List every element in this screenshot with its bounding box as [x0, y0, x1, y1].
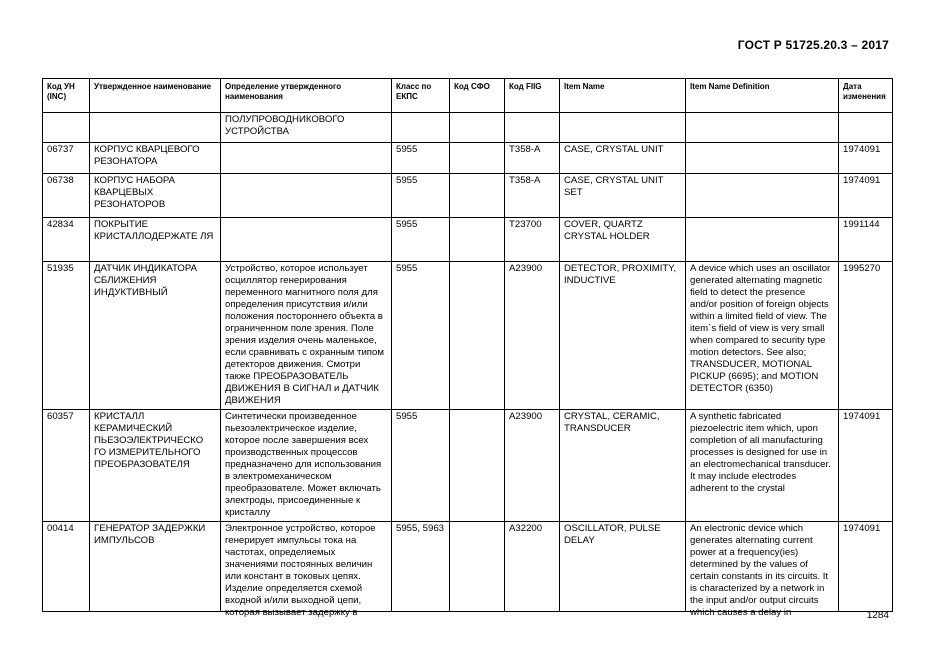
cell-text: [454, 523, 500, 609]
cell-text: OSCILLATOR, PULSE DELAY: [564, 523, 661, 546]
table-row: [43, 143, 893, 174]
cell-class: 5955: [392, 410, 450, 522]
cell-class: 5955: [392, 143, 450, 174]
cell-class: 5955: [392, 174, 450, 218]
cell-sfo: [450, 522, 505, 612]
cell-fiig: T23700: [505, 218, 560, 262]
column-header-class: Класс по ЕКПС: [392, 79, 450, 113]
cell-class: 5955: [392, 262, 450, 410]
cell-text: A32200: [509, 523, 543, 534]
table-row: [43, 218, 893, 262]
cell-inc: [43, 522, 90, 612]
cell-sfo: [450, 174, 505, 218]
cell-definition: ПОЛУПРОВОДНИКОВОГО УСТРОЙСТВА: [221, 113, 392, 143]
cell-item-definition: A device which uses an oscillator generated alternating magnetic field to detect the presence and/or position of foreign objects within a limited field of view. The item`s field of view is very small when compared to security type motion detectors. See also; TRANSDUCER, MOTIONAL PICKUP (6695); and MOTION DETECTOR (6350): [686, 262, 839, 410]
cell-item-name: [560, 113, 686, 143]
cell-inc: 06737: [43, 143, 90, 174]
cell-name: КОРПУС КВАРЦЕВОГО РЕЗОНАТОРА: [90, 143, 221, 174]
cell-item-name: CASE, CRYSTAL UNIT SET: [560, 174, 686, 218]
cell-item-name: CRYSTAL, CERAMIC, TRANSDUCER: [560, 410, 686, 522]
cell-item-name: COVER, QUARTZ CRYSTAL HOLDER: [560, 218, 686, 262]
cell-class: [392, 522, 450, 612]
cell-name: КОРПУС НАБОРА КВАРЦЕВЫХ РЕЗОНАТОРОВ: [90, 174, 221, 218]
cell-inc: [43, 113, 90, 143]
cell-fiig: T358-A: [505, 174, 560, 218]
cell-item-name: [560, 522, 686, 612]
cell-inc: 42834: [43, 218, 90, 262]
cell-sfo: [450, 113, 505, 143]
table-row: [43, 174, 893, 218]
cell-inc: 51935: [43, 262, 90, 410]
column-header-name: Утвержденное наименование: [90, 79, 221, 113]
document-id: ГОСТ Р 51725.20.3 – 2017: [737, 38, 889, 52]
cell-item-name: CASE, CRYSTAL UNIT: [560, 143, 686, 174]
cell-definition: [221, 522, 392, 618]
cell-definition: [221, 218, 392, 262]
cell-text: Электронное устройство, которое генерирует импульсы тока на частотах, определяемых значениями постоянных величин или констант в токовых цепях. Изделие определяется схемой входной и/или выходной цепи, которая вызывает задержку в: [225, 523, 376, 618]
cell-text: An electronic device which generates alternating current power at a frequency(ies) determined by the values of certain constants in its circuits. It is characterized by a network in the input and/or output circuits which causes a delay in: [690, 523, 829, 618]
column-header-definition: Определение утвержденного наименования: [221, 79, 392, 113]
cell-date: 1974091: [839, 174, 893, 218]
cell-text: 00414: [47, 523, 74, 534]
page-number: 1284: [866, 610, 889, 621]
cell-name: ДАТЧИК ИНДИКАТОРА СБЛИЖЕНИЯ ИНДУКТИВНЫЙ: [90, 262, 221, 410]
cell-fiig: T358-A: [505, 143, 560, 174]
cell-inc: 06738: [43, 174, 90, 218]
cell-fiig: [505, 113, 560, 143]
cell-sfo: [450, 262, 505, 410]
cell-fiig: A23900: [505, 410, 560, 522]
cell-date: 1991144: [839, 218, 893, 262]
cell-date: 1974091: [839, 410, 893, 522]
cell-definition: Устройство, которое использует осциллятор генерирования переменного магнитного поля для определения присутствия и/или положения постороннего объекта в ограниченном поле зрения. Поле зрения изделия очень маленькое, если сравнивать с охранным типом детекторов движения. Смотри также ПРЕОБРАЗОВАТЕЛЬ ДВИЖЕНИЯ В СИГНАЛ и ДАТЧИК ДВИЖЕНИЯ: [221, 262, 392, 410]
column-header-fiig: Код FIIG: [505, 79, 560, 113]
cell-fiig: [505, 522, 560, 612]
cell-date: 1995270: [839, 262, 893, 410]
cell-item-name: DETECTOR, PROXIMITY, INDUCTIVE: [560, 262, 686, 410]
cell-class: 5955: [392, 218, 450, 262]
cell-inc: 60357: [43, 410, 90, 522]
cell-definition: [221, 143, 392, 174]
cell-item-definition: [686, 113, 839, 143]
cell-text: ГЕНЕРАТОР ЗАДЕРЖКИ ИМПУЛЬСОВ: [94, 523, 206, 546]
cell-item-definition: [686, 143, 839, 174]
cell-name: КРИСТАЛЛ КЕРАМИЧЕСКИЙ ПЬЕЗОЭЛЕКТРИЧЕСКО ГО ИЗМЕРИТЕЛЬНОГО ПРЕОБРАЗОВАТЕЛЯ: [90, 410, 221, 522]
cell-text: 5955, 5963: [396, 523, 445, 534]
cell-fiig: A23900: [505, 262, 560, 410]
column-header-date: Дата изменения: [839, 79, 893, 113]
cell-text: 1974091: [843, 523, 881, 534]
cell-sfo: [450, 143, 505, 174]
cell-date: [839, 522, 893, 612]
cell-date: [839, 113, 893, 143]
column-header-item-definition: Item Name Definition: [686, 79, 839, 113]
cell-class: [392, 113, 450, 143]
cell-name: ПОКРЫТИЕ КРИСТАЛЛОДЕРЖАТЕ ЛЯ: [90, 218, 221, 262]
cell-definition: [221, 174, 392, 218]
table-row: [43, 113, 893, 143]
column-header-item-name: Item Name: [560, 79, 686, 113]
cell-item-definition: [686, 218, 839, 262]
cell-name: [90, 522, 221, 612]
cell-sfo: [450, 410, 505, 522]
table-row: [43, 410, 893, 522]
cell-definition: Синтетически произведенное пьезоэлектрическое изделие, которое после завершения всех производственных процессов предназначено для использования в электромеханическом преобразователе. Может включать электроды, присоединенные к кристаллу: [221, 410, 392, 522]
cell-item-definition: A synthetic fabricated piezoelectric item which, upon completion of all manufacturing processes is designed for use in an electromechanical transducer. It may include electrodes adherent to the crystal: [686, 410, 839, 522]
table-row: [43, 262, 893, 410]
cell-item-definition: [686, 522, 839, 618]
table-row: [43, 522, 893, 612]
cell-date: 1974091: [839, 143, 893, 174]
table-header-row: [43, 79, 893, 113]
cell-item-definition: [686, 174, 839, 218]
column-header-sfo: Код СФО: [450, 79, 505, 113]
cell-sfo: [450, 218, 505, 262]
column-header-inc: Код УН (INC): [43, 79, 90, 113]
cell-name: [90, 113, 221, 143]
